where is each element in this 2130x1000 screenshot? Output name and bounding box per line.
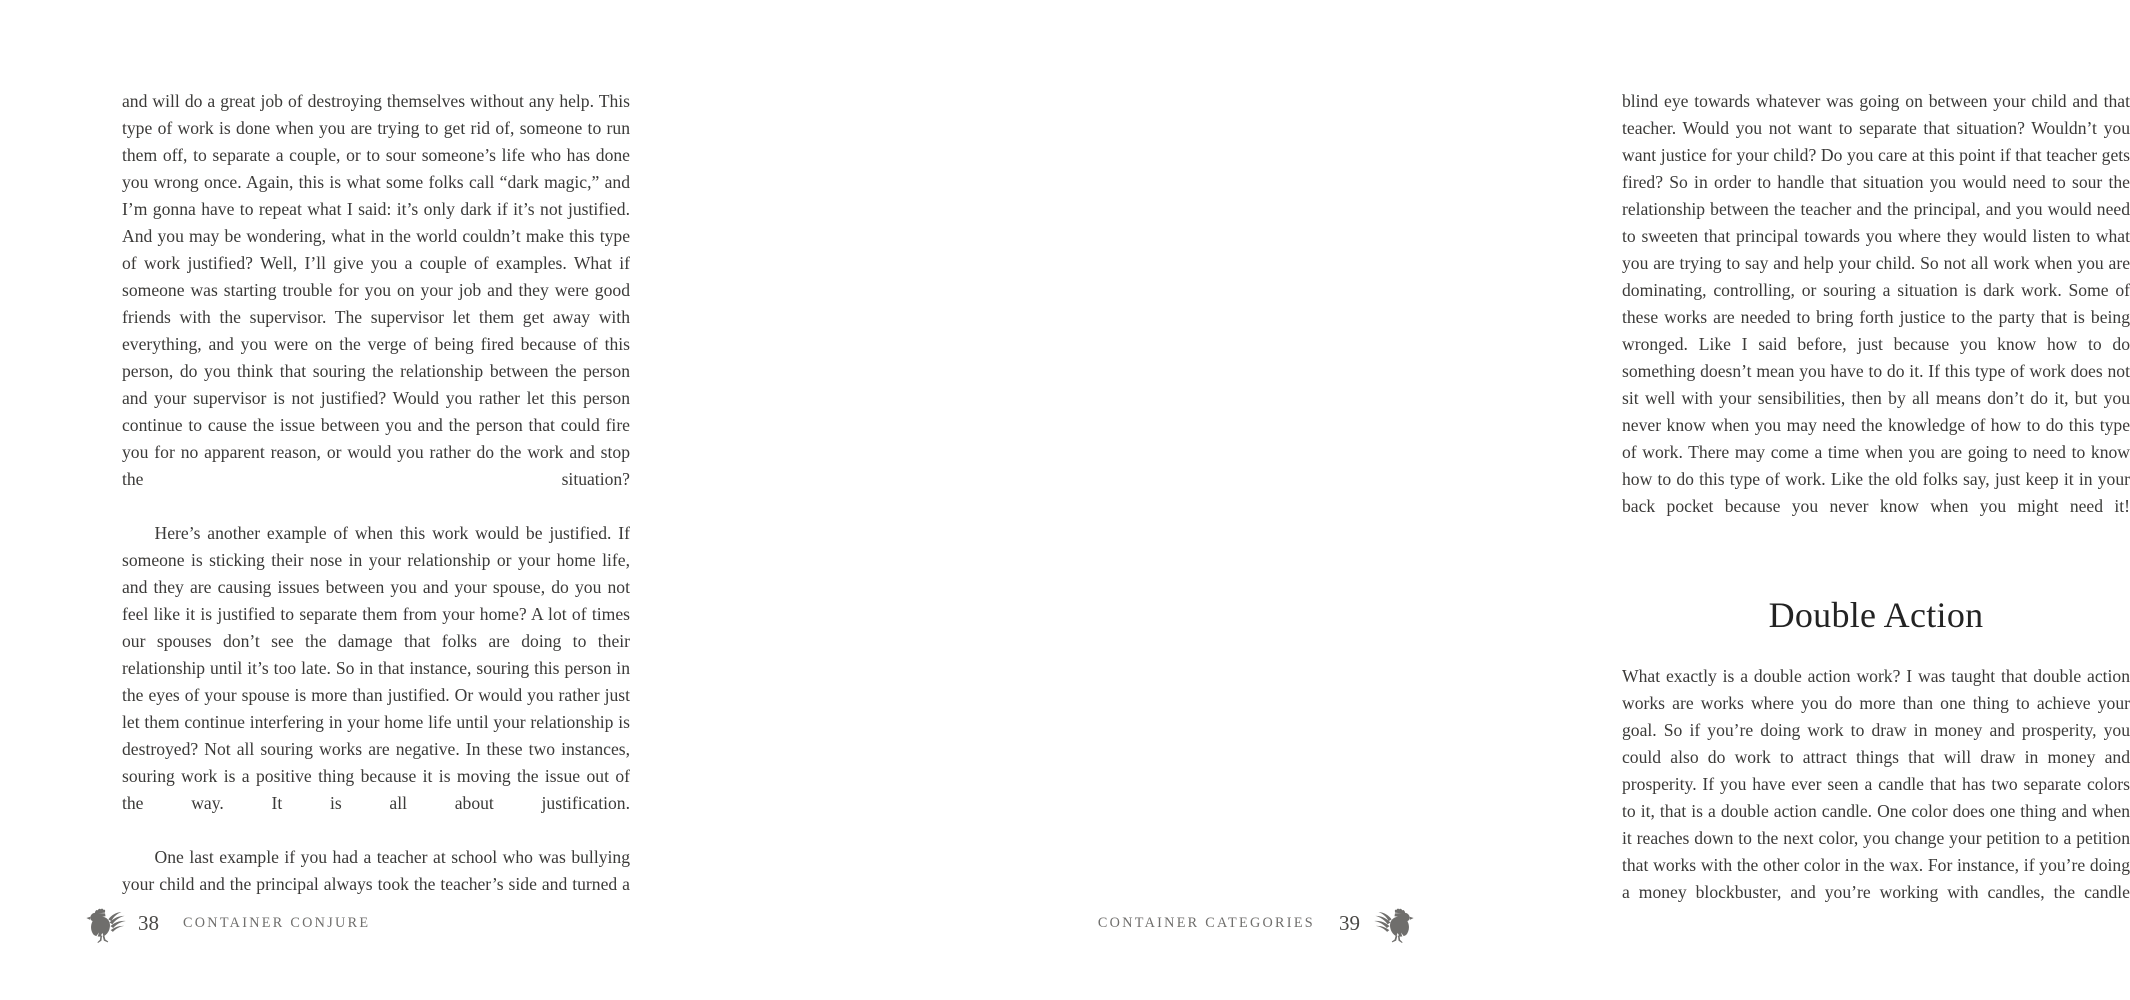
right-page-footer [1098, 900, 1416, 946]
section-heading: Double Action [1768, 595, 1984, 635]
paragraph: blind eye towards whatever was going on between your child and that teacher. Would you not want to separate that situation? Wouldn’t you want justice for your child? Do you care at this point if that teacher gets fired? So in order to handle that situation you would need to sour the relationship between the teacher and the principal, and you would need to sweeten that principal towards you where they would listen to what you are trying to say and help your child. So not all work when you are dominating, controlling, or souring a situation is dark work. Some of these works are needed to bring forth justice to the party that is being wronged. Like I said before, just because you know how to do something doesn’t mean you have to do it. If this type of work does not sit well with your sensibilities, then by all means don’t do it, but you never know when you may need the knowledge of how to do this type of work. There may come a time when you are going to need to know how to do this type of work. Like the old folks say, just keep it in your back pocket because you never know when you might need it! [1622, 91, 2130, 516]
running-head: CONTAINER CATEGORIES [1097, 914, 1315, 931]
left-page [0, 0, 750, 1000]
right-page [750, 0, 2130, 1000]
rooster-ornament-icon [1370, 900, 1416, 946]
paragraph: What exactly is a double action work? I was taught that double action works are works where you do more than one thing to achieve your goal. So if you’re doing work to draw in money and prosperity, you could also do work to attract things that will draw in money and prosperity. If you have ever seen a candle that has two separate colors to it, that is a double action candle. One color does one thing and when it reaches down to the next color, you change your petition to a petition that works with the other color in the wax. For instance, if you’re doing a money blockbuster, and you’re working with candles, the candle [1622, 666, 2130, 902]
paragraph: and will do a great job of destroying themselves without any help. This type of work is done when you are trying to get rid of, someone to run them off, to separate a couple, or to sour someone’s life who has done you wrong once. Again, this is what some folks call “dark magic,” and I’m gonna have to repeat what I said: it’s only dark if it’s not justified. And you may be wondering, what in the world couldn’t make this type of work justified? Well, I’ll give you a couple of examples. What if someone was starting trouble for you on your job and they were good friends with the supervisor. The supervisor let them get away with everything, and you were on the verge of being fired because of this person, do you think that souring the relationship between the person and your supervisor is not justified? Would you rather let this person continue to cause the issue between you and the person that could fire you for no apparent reason, or would you rather do the work and stop the situation? [122, 91, 630, 489]
page-number: 39 [1339, 910, 1360, 935]
section-heading-wrap [1622, 547, 2130, 663]
right-page-textblock [1622, 88, 2130, 933]
left-page-textblock [122, 88, 630, 925]
paragraph: Here’s another example of when this work would be justified. If someone is sticking their nose in your relationship or your home life, and they are causing issues between you and your spouse, do you not feel like it is justified to separate them from your home? A lot of times our spouses don’t see the damage that folks are doing to their relationship until it’s too late. So in that instance, souring this person in the eyes of your spouse is more than justified. Or would you rather just let them continue interfering in your home life until your relationship is destroyed? Not all souring works are negative. In these two instances, souring work is a positive thing because it is moving the issue out of the way. It is all about justification. [122, 523, 630, 813]
left-page-footer [84, 900, 370, 946]
running-head: CONTAINER CONJURE [183, 914, 371, 931]
page-number: 38 [138, 910, 159, 935]
paragraph: One last example if you had a teacher at school who was bullying your child and the principal always took the teacher’s side and turned a [122, 847, 630, 894]
rooster-ornament-icon [84, 900, 130, 946]
